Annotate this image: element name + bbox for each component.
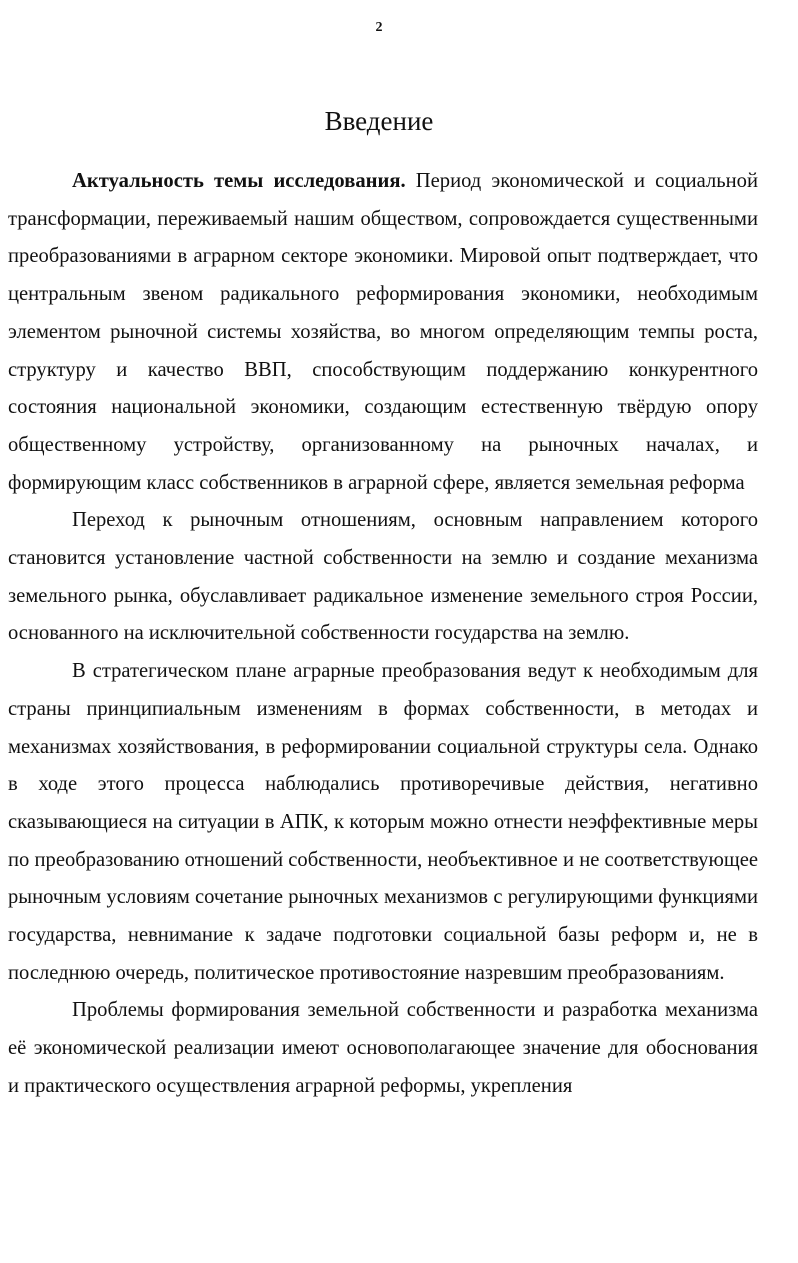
paragraph-lead-heading: Актуальность темы исследования. bbox=[72, 170, 406, 192]
paragraph-strategic-plan bbox=[8, 653, 758, 992]
paragraph-relevance bbox=[8, 163, 758, 502]
paragraph-market-transition bbox=[8, 502, 758, 653]
paragraph-text: Проблемы формирования земельной собственности и разработка механизма её экономической реализации имеют основополагающее значение для обоснования и практического осуществления аграрной реформы, укрепления bbox=[8, 999, 758, 1097]
body-text bbox=[8, 163, 758, 1106]
page-number: 2 bbox=[375, 20, 383, 35]
paragraph-land-ownership-problems bbox=[8, 992, 758, 1105]
paragraph-text: В стратегическом плане аграрные преобразования ведут к необходимым для страны принципиальным изменениям в формах собственности, в методах и механизмах хозяйствования, в реформировании социальной структуры села. Однако в ходе этого процесса наблюдались противоречивые действия, негативно сказывающиеся на ситуации в АПК, к которым можно отнести неэффективные меры по преобразованию отношений собственности, необъективное и не соответствующее рыночным условиям сочетание рыночных механизмов с регулирующими функциями государства, невнимание к задаче подготовки социальной базы реформ и, не в последнюю очередь, политическое противостояние назревшим преобразованиям. bbox=[8, 660, 758, 984]
paragraph-text: Период экономической и социальной трансформации, переживаемый нашим обществом, сопровождается существенными преобразованиями в аграрном секторе экономики. Мировой опыт подтверждает, что центральным звеном радикального реформирования экономики, необходимым элементом рыночной системы хозяйства, во многом определяющим темпы роста, структуру и качество ВВП, способствующим поддержанию конкурентного состояния национальной экономики, создающим естественную твёрдую опору общественному устройству, организованному на рыночных началах, и формирующим класс собственников в аграрной сфере, является земельная реформа bbox=[8, 170, 758, 494]
paragraph-text: Переход к рыночным отношениям, основным направлением которого становится установление частной собственности на землю и создание механизма земельного рынка, обуславливает радикальное изменение земельного строя России, основанного на исключительной собственности государства на землю. bbox=[8, 509, 758, 645]
page-title: Введение bbox=[324, 106, 434, 136]
